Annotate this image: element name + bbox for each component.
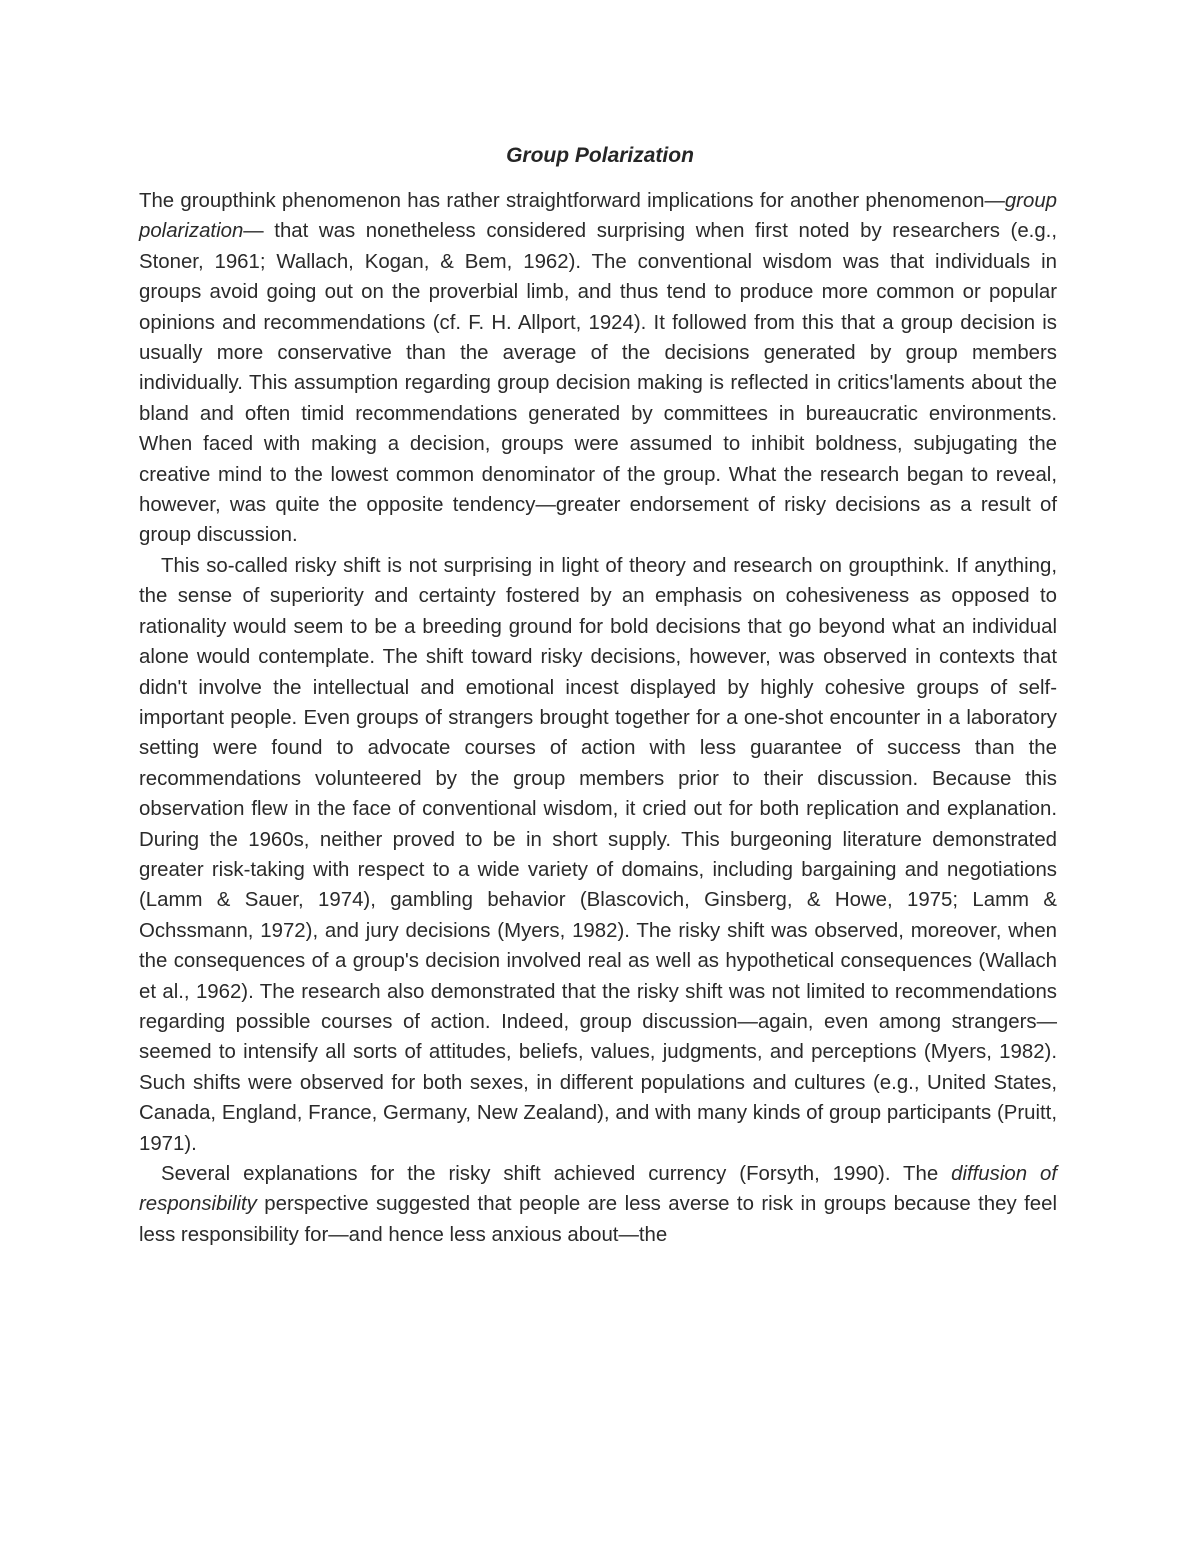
- page-title: Group Polarization: [506, 144, 694, 167]
- paragraph-1-run-2-italic: group polarization: [139, 190, 1057, 243]
- paragraph-2-run-1: This so-called risky shift is not surprising in light of theory and research on groupthink. If anything, the sense of superiority and certainty fostered by an emphasis on cohesiveness as opposed to rationality would seem to be a breeding ground for bold decisions that go beyond what an individual alone would contemplate. The shift toward risky decisions, however, was observed in contexts that didn't involve the intellectual and emotional incest displayed by highly cohesive groups of self-important people. Even groups of strangers brought together for a one-shot encounter in a laboratory setting were found to advocate courses of action with less guarantee of success than the recommendations volunteered by the group members prior to their discussion. Because this observation flew in the face of conventional wisdom, it cried out for both replication and explanation. During the 1960s, neither proved to be in short supply. This burgeoning literature demonstrated greater risk-taking with respect to a wide variety of domains, including bargaining and negotiations (Lamm & Sauer, 1974), gambling behavior (Blascovich, Ginsberg, & Howe, 1975; Lamm & Ochssmann, 1972), and jury decisions (Myers, 1982). The risky shift was observed, moreover, when the consequences of a group's decision involved real as well as hypothetical consequences (Wallach et al., 1962). The research also demonstrated that the risky shift was not limited to recommendations regarding possible courses of action. Indeed, group discussion—again, even among strangers—seemed to intensify all sorts of attitudes, beliefs, values, judgments, and perceptions (Myers, 1982). Such shifts were observed for both sexes, in different populations and cultures (e.g., United States, Canada, England, France, Germany, New Zealand), and with many kinds of group participants (Pruitt, 1971).: [139, 554, 1057, 1155]
- paragraph-1: [139, 186, 1057, 551]
- paragraph-3: [139, 1159, 1057, 1250]
- paragraph-1-run-1: The groupthink phenomenon has rather straightforward implications for another phenomenon—: [139, 190, 1005, 212]
- body-text: [139, 186, 1057, 1250]
- paragraph-2: [139, 551, 1057, 1159]
- paragraph-3-run-2-italic: diffusion of responsibility: [139, 1163, 1057, 1216]
- paragraph-3-run-1: Several explanations for the risky shift achieved currency (Forsyth, 1990). The: [161, 1163, 952, 1185]
- paragraph-3-run-3: perspective suggested that people are less averse to risk in groups because they feel less responsibility for—and hence less anxious about—the: [139, 1193, 1057, 1246]
- paragraph-1-run-3: — that was nonetheless considered surprising when first noted by researchers (e.g., Stoner, 1961; Wallach, Kogan, & Bem, 1962). The conventional wisdom was that individuals in groups avoid going out on the proverbial limb, and thus tend to produce more common or popular opinions and recommendations (cf. F. H. Allport, 1924). It followed from this that a group decision is usually more conservative than the average of the decisions generated by group members individually. This assumption regarding group decision making is reflected in critics'laments about the bland and often timid recommendations generated by committees in bureaucratic environments. When faced with making a decision, groups were assumed to inhibit boldness, subjugating the creative mind to the lowest common denominator of the group. What the research began to reveal, however, was quite the opposite tendency—greater endorsement of risky decisions as a result of group discussion.: [139, 220, 1057, 547]
